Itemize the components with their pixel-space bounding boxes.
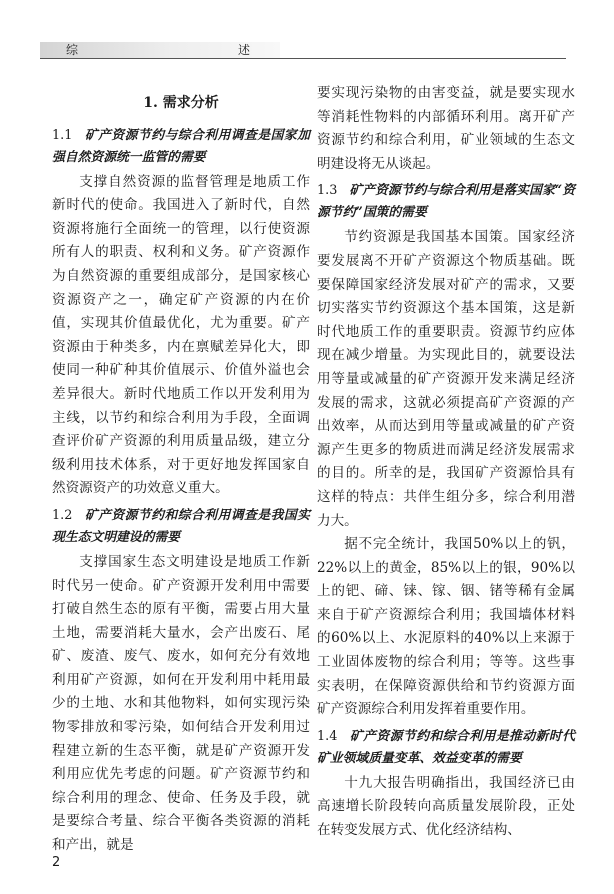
subsection-title: 矿产资源节约和综合利用调查是我国实现生态文明建设的需要	[52, 507, 310, 545]
paragraph-1-3-a: 节约资源是我国基本国策。国家经济要发展离不开矿产资源这个物质基础。既要保障国家经济发展对矿产的需求，又要切实落实节约资源这个基本国策，这是新时代地质工作的重要职责。资源节约应体现在减少增量。为实现此目的，就要设法用等量或减量的矿产资源开发来满足经济发展的需求，这就必须提高矿产资源的产出效率，从而达到用等量或减量的矿产资源产生更多的物质进而满足经济发展需求的目的。所幸的是，我国矿产资源恰具有这样的特点：共伴生组分多，综合利用潜力大。	[317, 229, 575, 529]
subsection-number: 1.3	[317, 183, 338, 199]
section-title: 1. 需求分析	[143, 95, 219, 111]
subsection-number: 1.2	[52, 507, 73, 523]
subsection-number: 1.1	[52, 127, 73, 143]
subsection-heading-1-3	[317, 180, 575, 224]
header-char-right: 述	[238, 43, 252, 57]
subsection-heading-1-2	[52, 505, 310, 549]
paragraph-1-1: 支撑自然资源的监督管理是地质工作新时代的使命。我国进入了新时代，自然资源将施行全面统一的管理，以行使资源所有人的职责、权利和义务。矿产资源作为自然资源的重要组成部分，是国家核心资源资产之一，确定矿产资源的内在价值，实现其价值最优化，尤为重要。矿产资源由于种类多，内在禀赋差异化大，即使同一种矿种其价值展示、价值外溢也会差异很大。新时代地质工作以开发利用为主线，以节约和综合利用为手段，全面调查评价矿产资源的利用质量品级，建立分级利用技术体系，对于更好地发挥国家自然资源资产的功效意义重大。	[52, 173, 310, 497]
running-header	[40, 42, 532, 59]
subsection-title: 矿产资源节约和综合利用是推动新时代矿业领域质量变革、效益变革的需要	[317, 728, 575, 766]
paragraph-1-4: 十九大报告明确指出，我国经济已由高速增长阶段转向高质量发展阶段，正处在转变发展方式、优化经济结构、	[317, 774, 575, 839]
subsection-number: 1.4	[317, 728, 338, 744]
subsection-heading-1-1	[52, 125, 310, 169]
header-rule	[40, 58, 566, 59]
right-column	[317, 82, 575, 843]
paragraph-continued: 要实现污染物的由害变益，就是要实现水等消耗性物料的内部循环利用。离开矿产资源节约和综合利用，矿业领域的生态文明建设将无从谈起。	[317, 85, 575, 172]
paragraph-1-2: 支撑国家生态文明建设是地质工作新时代另一使命。矿产资源开发利用中需要打破自然生态的原有平衡，需要占用大量土地，需要消耗大量水，会产出废石、尾矿、废渣、废气、废水，如何充分有效地利用矿产资源，如何在开发利用中耗用最少的土地、水和其他物料，如何实现污染物零排放和零污染，如何结合开发利用过程建立新的生态平衡，就是矿产资源开发利用应优先考虑的问题。矿产资源节约和综合利用的理念、使命、任务及手段，就是要综合考量、综合平衡各类资源的消耗和产出，就是	[52, 553, 310, 854]
left-column	[52, 88, 310, 858]
header-char-left: 综	[66, 43, 80, 57]
paragraph-1-3-b: 据不完全统计，我国50%以上的钒，22%以上的黄金，85%以上的银，90%以上的钯、碲、铼、镓、铟、锗等稀有金属来自于矿产资源综合利用；我国墙体材料的60%以上、水泥原料的40%以上来源于工业固体废物的综合利用；等等。这些事实表明，在保障资源供给和节约资源方面矿产资源综合利用发挥着重要作用。	[317, 536, 575, 718]
subsection-title: 矿产资源节约与综合利用调查是国家加强自然资源统一监管的需要	[52, 127, 310, 165]
subsection-heading-1-4	[317, 726, 575, 770]
page-number: 2	[52, 855, 61, 870]
subsection-title: 矿产资源节约与综合利用是落实国家“资源节约”国策的需要	[317, 183, 575, 221]
